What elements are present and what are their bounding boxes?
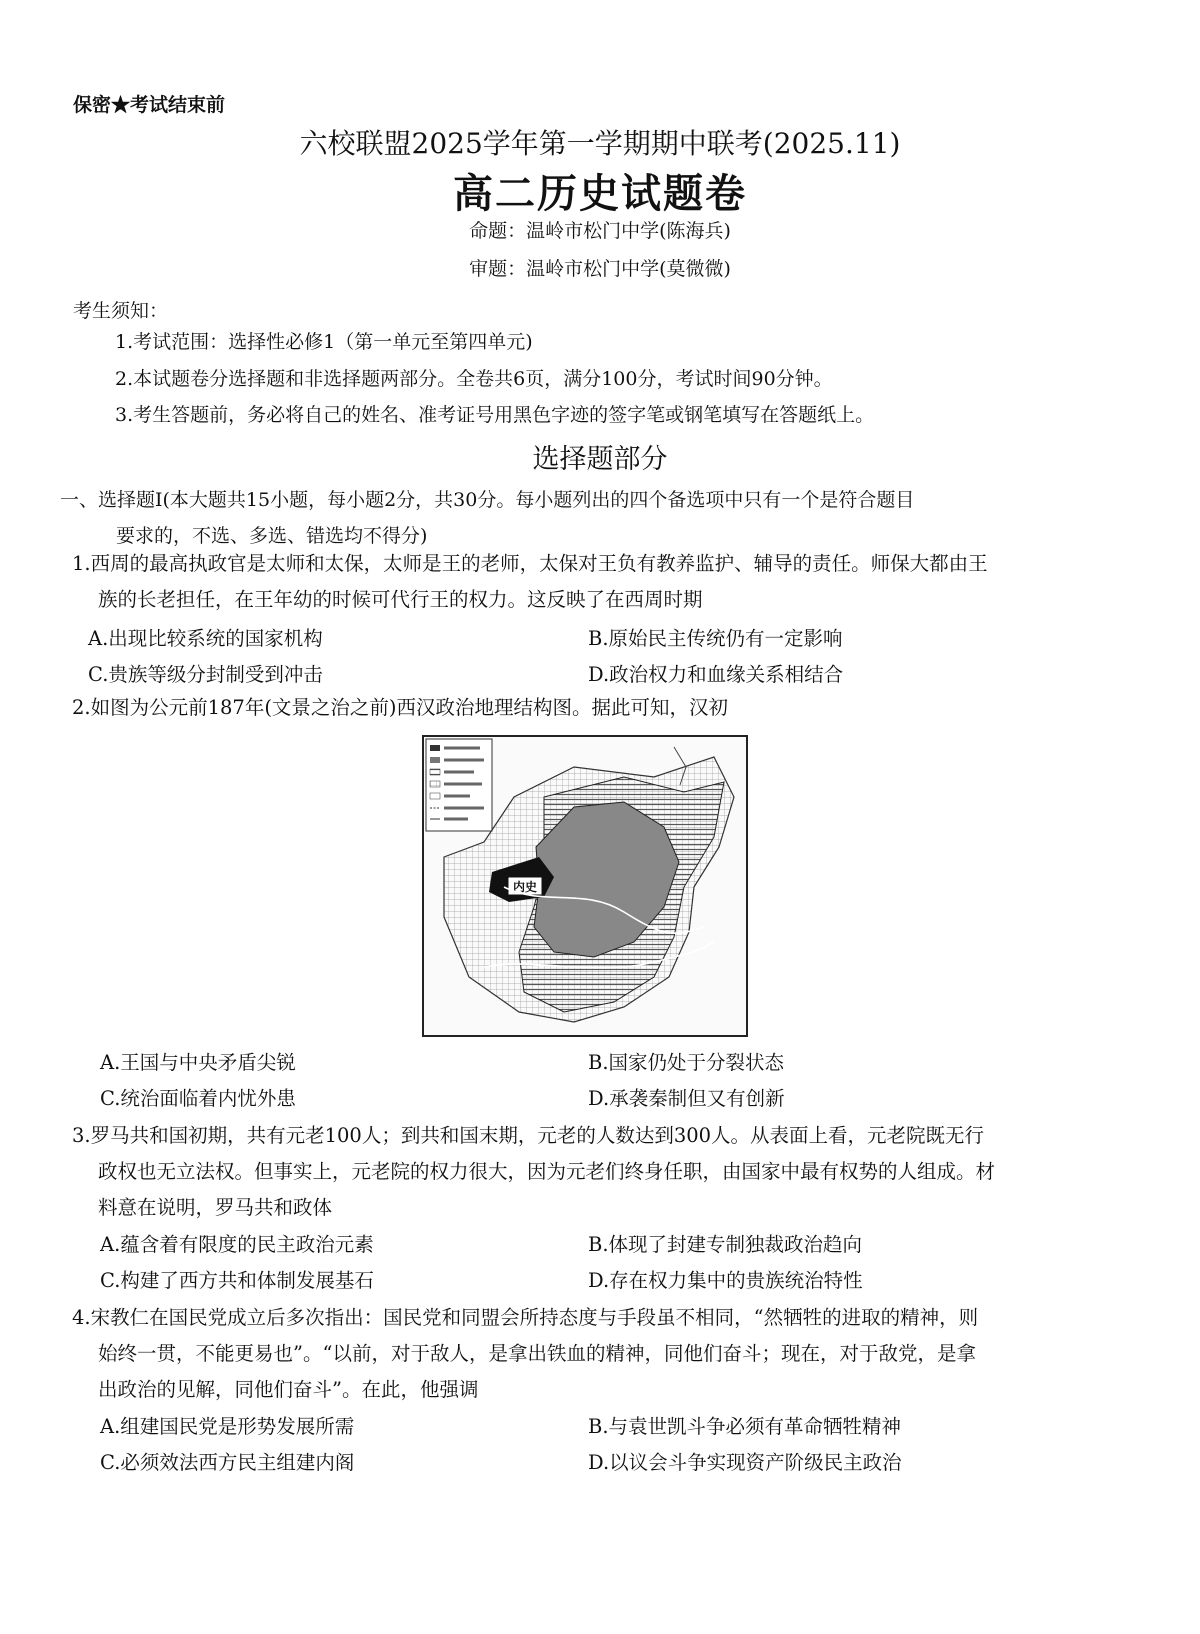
option-a[interactable]: A.出现比较系统的国家机构 xyxy=(88,627,323,650)
question-text: 族的长老担任，在王年幼的时候可代行王的权力。这反映了在西周时期 xyxy=(98,588,703,611)
question-text: 2.如图为公元前187年(文景之治之前)西汉政治地理结构图。据此可知，汉初 xyxy=(72,696,729,719)
option-a[interactable]: A.王国与中央矛盾尖锐 xyxy=(100,1051,296,1074)
neishi-label: 内史 xyxy=(512,880,538,894)
legend-swatch xyxy=(430,745,440,751)
question-text: 料意在说明，罗马共和政体 xyxy=(98,1196,333,1219)
legend-swatch xyxy=(430,769,440,775)
option-c[interactable]: C.统治面临着内忧外患 xyxy=(100,1087,296,1110)
question-2 xyxy=(72,690,1142,726)
section-heading xyxy=(60,482,1140,554)
question-text: 政权也无立法权。但事实上，元老院的权力很大，因为元老们终身任职，由国家中最有权势的人组成。材 xyxy=(98,1160,996,1183)
option-d[interactable]: D.政治权力和血缘关系相结合 xyxy=(588,663,844,686)
option-a[interactable]: A.蕴含着有限度的民主政治元素 xyxy=(100,1233,374,1256)
question-text: 3.罗马共和国初期，共有元老100人；到共和国末期，元老的人数达到300人。从表面上看，元老院既无行 xyxy=(72,1124,985,1147)
option-c[interactable]: C.必须效法西方民主组建内阁 xyxy=(100,1451,355,1474)
question-3 xyxy=(72,1118,1142,1226)
section-heading-line: 一、选择题Ⅰ(本大题共15小题，每小题2分，共30分。每小题列出的四个备选项中只有一个是符合题目 xyxy=(60,489,915,511)
option-b[interactable]: B.原始民主传统仍有一定影响 xyxy=(588,627,843,650)
page-title: 高二历史试题卷 xyxy=(453,170,747,217)
option-c[interactable]: C.构建了西方共和体制发展基石 xyxy=(100,1269,374,1292)
author-line: 命题：温岭市松门中学(陈海兵) xyxy=(469,220,731,242)
option-b[interactable]: B.与袁世凯斗争必须有革命牺牲精神 xyxy=(588,1415,902,1438)
notice-item: 3.考生答题前，务必将自己的姓名、准考证号用黑色字迹的签字笔或钢笔填写在答题纸上。 xyxy=(115,404,875,426)
question-text: 始终一贯，不能更易也”。“以前，对于敌人，是拿出铁血的精神，同他们奋斗；现在，对于敌党，是拿 xyxy=(98,1342,976,1365)
legend-swatch xyxy=(430,793,440,799)
secret-label: 保密★考试结束前 xyxy=(73,94,226,116)
question-text: 4.宋教仁在国民党成立后多次指出：国民党和同盟会所持态度与手段虽不相同，“然牺牲的进取的精神，则 xyxy=(72,1306,979,1329)
option-d[interactable]: D.以议会斗争实现资产阶级民主政治 xyxy=(588,1451,902,1474)
question-4 xyxy=(72,1300,1142,1408)
legend-swatch xyxy=(430,757,440,763)
han-political-map xyxy=(422,735,748,1037)
notice-heading: 考生须知： xyxy=(73,300,169,322)
question-text: 1.西周的最高执政官是太师和太保，太师是王的老师，太保对王负有教养监护、辅导的责任。师保大都由王 xyxy=(72,552,988,575)
option-b[interactable]: B.国家仍处于分裂状态 xyxy=(588,1051,785,1074)
legend-scribble xyxy=(444,748,484,819)
option-a[interactable]: A.组建国民党是形势发展所需 xyxy=(100,1415,355,1438)
legend-swatch xyxy=(430,781,440,787)
question-text: 出政治的见解，同他们奋斗”。在此，他强调 xyxy=(98,1378,479,1401)
question-1 xyxy=(72,546,1142,618)
part-title: 选择题部分 xyxy=(532,444,668,475)
option-d[interactable]: D.承袭秦制但又有创新 xyxy=(588,1087,785,1110)
option-c[interactable]: C.贵族等级分封制受到冲击 xyxy=(88,663,323,686)
section-heading-line: 要求的，不选、多选、错选均不得分) xyxy=(116,525,428,547)
option-d[interactable]: D.存在权力集中的贵族统治特性 xyxy=(588,1269,863,1292)
reviewer-line: 审题：温岭市松门中学(莫微微) xyxy=(469,258,731,280)
exam-title: 六校联盟2025学年第一学期期中联考(2025.11) xyxy=(299,127,901,160)
notice-item: 1.考试范围：选择性必修1（第一单元至第四单元) xyxy=(115,331,533,353)
notice-item: 2.本试题卷分选择题和非选择题两部分。全卷共6页，满分100分，考试时间90分钟。 xyxy=(115,368,833,390)
option-b[interactable]: B.体现了封建专制独裁政治趋向 xyxy=(588,1233,863,1256)
map-figure xyxy=(424,737,746,1035)
